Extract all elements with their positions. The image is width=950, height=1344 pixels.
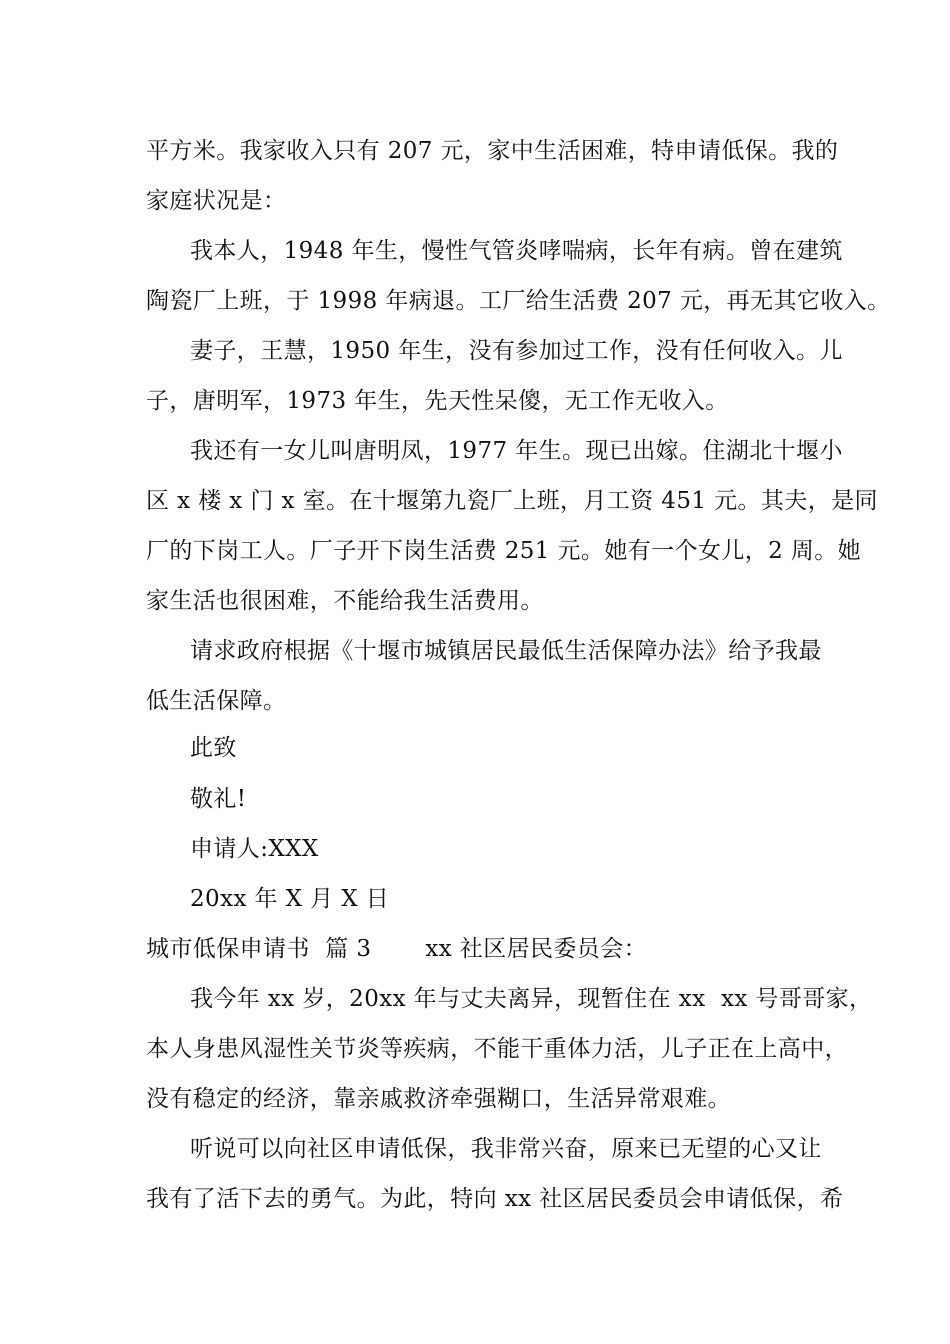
text-line: 我本人，1948 年生，慢性气管炎哮喘病，长年有病。曾在建筑 [190, 238, 843, 264]
salutation: 此致 [190, 735, 237, 761]
text-line: 我今年 xx 岁，20xx 年与丈夫离异，现暂住在 xx xx 号哥哥家， [190, 986, 873, 1012]
text-line: 区 x 楼 x 门 x 室。在十堰第九瓷厂上班，月工资 451 元。其夫，是同 [146, 488, 878, 514]
text-line: 子，唐明军，1973 年生，先天性呆傻，无工作无收入。 [146, 388, 729, 414]
text-line: 低生活保障。 [146, 688, 287, 714]
text-line: 妻子，王慧，1950 年生，没有参加过工作，没有任何收入。儿 [190, 338, 843, 364]
text-line: 请求政府根据《十堰市城镇居民最低生活保障办法》给予我最 [190, 638, 822, 664]
text-line: 本人身患风湿性关节炎等疾病，不能干重体力活，儿子正在上高中， [146, 1036, 848, 1062]
text-line: 听说可以向社区申请低保，我非常兴奋，原来已无望的心又让 [190, 1136, 822, 1162]
signature-date: 20xx 年 X 月 X 日 [190, 886, 390, 912]
text-line: 陶瓷厂上班，于 1998 年病退。工厂给生活费 207 元，再无其它收入。 [146, 288, 891, 314]
salutation: 敬礼! [190, 786, 247, 812]
text-line: 平方米。我家收入只有 207 元，家中生活困难，特申请低保。我的 [146, 138, 839, 164]
text-line: 没有稳定的经济，靠亲戚救济牵强糊口，生活异常艰难。 [146, 1086, 731, 1112]
text-line: 家庭状况是： [146, 188, 287, 214]
text-line: 我还有一女儿叫唐明凤，1977 年生。现已出嫁。住湖北十堰小 [190, 438, 843, 464]
section-heading: 城市低保申请书 篇 3 xx 社区居民委员会： [146, 936, 647, 962]
text-line: 家生活也很困难，不能给我生活费用。 [146, 588, 544, 614]
signature-applicant: 申请人:XXX [190, 836, 319, 862]
text-line: 我有了活下去的勇气。为此，特向 xx 社区居民委员会申请低保，希 [146, 1186, 844, 1212]
text-line: 厂的下岗工人。厂子开下岗生活费 251 元。她有一个女儿，2 周。她 [146, 538, 862, 564]
